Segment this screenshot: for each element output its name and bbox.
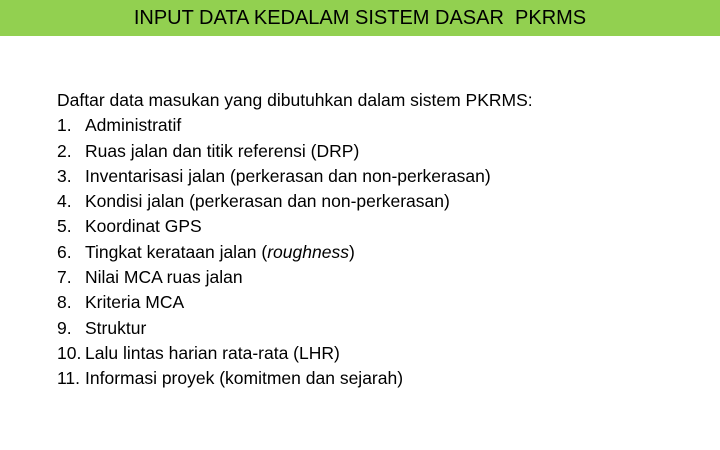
list-number: 10. (57, 342, 82, 363)
list-item-text: Lalu lintas harian rata-rata (LHR) (85, 342, 340, 363)
list-item (57, 366, 533, 391)
intro-text: Daftar data masukan yang dibutuhkan dalam sistem PKRMS: (57, 90, 533, 110)
list-number: 11. (57, 368, 81, 389)
list-item-text-start: Tingkat kerataan jalan ( (85, 241, 268, 262)
list-item-italic-term: roughness (267, 241, 349, 262)
list-number: 9. (57, 317, 72, 338)
list-number: 5. (57, 216, 72, 237)
list-item-text: Nilai MCA ruas jalan (85, 267, 243, 288)
list-item (57, 113, 533, 138)
list-item-text: Struktur (85, 317, 147, 338)
list-item (57, 240, 533, 265)
list-item-text: Koordinat GPS (85, 216, 202, 237)
list-item-text: Inventarisasi jalan (perkerasan dan non-perkerasan) (85, 165, 491, 186)
list-item (57, 290, 533, 315)
list-item-text: Administratif (85, 115, 182, 136)
page-title: INPUT DATA KEDALAM SISTEM DASAR PKRMS (133, 7, 587, 29)
list-number: 6. (57, 241, 72, 262)
list-item-text: Ruas jalan dan titik referensi (DRP) (85, 140, 360, 161)
list-item-text: Kondisi jalan (perkerasan dan non-perkerasan) (85, 191, 450, 212)
list-item-text (85, 240, 355, 265)
list-item (57, 164, 533, 189)
content-block (57, 88, 533, 392)
list-item (57, 316, 533, 341)
list-item-text: Kriteria MCA (85, 292, 185, 313)
list-number: 7. (57, 267, 72, 288)
list-item-text: Informasi proyek (komitmen dan sejarah) (85, 368, 404, 389)
list-item (57, 189, 533, 214)
list-number: 1. (57, 115, 72, 136)
list-item (57, 341, 533, 366)
list-number: 8. (57, 292, 72, 313)
list-item (57, 214, 533, 239)
list-number: 4. (57, 191, 72, 212)
list-item-text-end: ) (348, 241, 355, 262)
list-number: 3. (57, 165, 72, 186)
data-input-list (57, 113, 533, 391)
list-item (57, 265, 533, 290)
list-number: 2. (57, 140, 72, 161)
list-item (57, 139, 533, 164)
